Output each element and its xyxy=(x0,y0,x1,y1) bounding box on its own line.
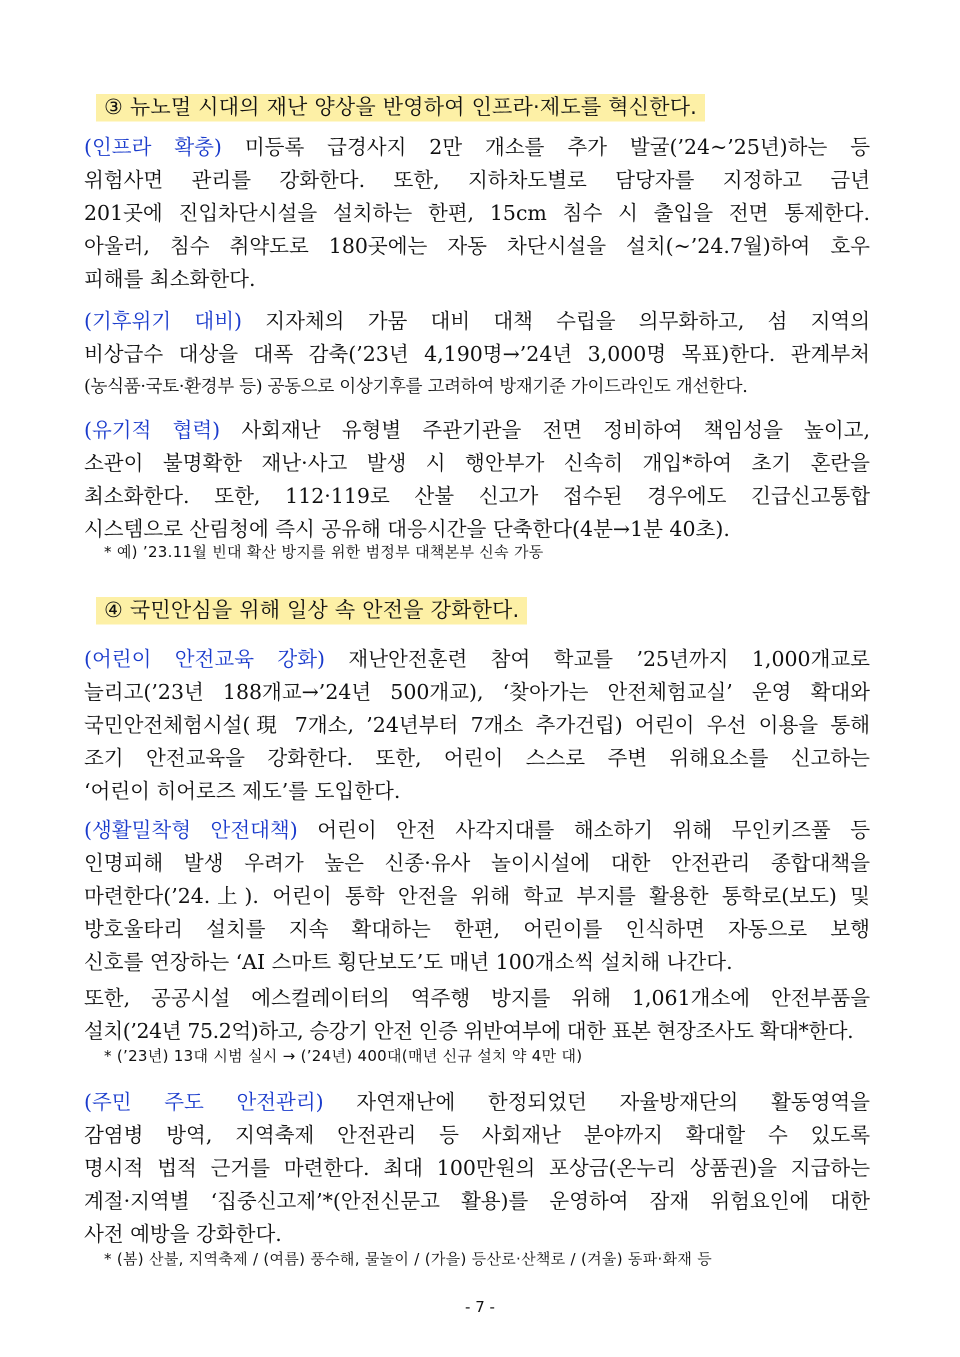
text-line: 계절·지역별 ‘집중신고제’*(안전신문고 활용)를 운영하여 잠재 위험요인에 대한 xyxy=(84,1189,870,1213)
text-line: 자연재난에 한정되었던 자율방재단의 활동영역을 xyxy=(323,1090,870,1114)
paragraph-cooperation xyxy=(84,414,870,546)
text-line: 시스템으로 산림청에 즉시 공유해 대응시간을 단축한다(4분→1분 40초). xyxy=(84,517,730,541)
text-line: (농식품·국토·환경부 등) 공동으로 이상기후를 고려하여 방재기준 가이드라인도 개선한다. xyxy=(84,377,748,397)
keyword-child-education: (어린이 안전교육 강화) xyxy=(84,647,326,671)
text-line: 늘리고(’23년 188개교→’24년 500개교), ‘찾아가는 안전체험교실’ 운영 확대와 xyxy=(84,680,870,704)
text-line: 201곳에 진입차단시설을 설치하는 한편, 15cm 침수 시 출입을 전면 통제한다. xyxy=(84,201,870,225)
text-line: 명시적 법적 근거를 마련한다. 최대 100만원의 포상금(온누리 상품권)을 지급하는 xyxy=(84,1156,870,1180)
text-line: 최소화한다. 또한, 112·119로 산불 신고가 접수된 경우에도 긴급신고통합 xyxy=(84,484,870,508)
page-number: - 7 - xyxy=(465,1298,495,1316)
text-line: 설치(’24년 75.2억)하고, 승강기 안전 인증 위반여부에 대한 표본 현장조사도 확대*한다. xyxy=(84,1019,854,1043)
keyword-climate: (기후위기 대비) xyxy=(84,309,243,333)
footnote-3: * (봄) 산불, 지역축제 / (여름) 풍수해, 물놀이 / (가을) 등산로·산책로 / (겨울) 동파·화재 등 xyxy=(104,1250,713,1268)
text-line: 재난안전훈련 참여 학교를 ’25년까지 1,000개교로 xyxy=(325,647,870,671)
text-line: 지자체의 가뭄 대비 대책 수립을 의무화하고, 섬 지역의 xyxy=(242,309,870,333)
text-line: 미등록 급경사지 2만 개소를 추가 발굴(’24~’25년)하는 등 xyxy=(221,135,871,159)
paragraph-escalator xyxy=(84,982,870,1048)
text-line: 조기 안전교육을 강화한다. 또한, 어린이 스스로 주변 위해요소를 신고하는 xyxy=(84,746,870,770)
paragraph-infrastructure xyxy=(84,131,870,296)
text-line: 소관이 불명확한 재난·사고 발생 시 행안부가 신속히 개입*하여 초기 혼란을 xyxy=(84,451,870,475)
paragraph-resident-safety xyxy=(84,1086,870,1251)
text-line: 사회재난 유형별 주관기관을 전면 정비하여 책임성을 높이고, xyxy=(220,418,870,442)
text-line: 또한, 공공시설 에스컬레이터의 역주행 방지를 위해 1,061개소에 안전부품을 xyxy=(84,986,870,1010)
text-line: 비상급수 대상을 대폭 감축(’23년 4,190명→’24년 3,000명 목표)한다. 관계부처 xyxy=(84,342,870,366)
keyword-infrastructure: (인프라 확충) xyxy=(84,135,222,159)
paragraph-climate xyxy=(84,305,870,404)
text-line: ‘어린이 히어로즈 제도’를 도입한다. xyxy=(84,779,401,803)
text-line: 방호울타리 설치를 지속 확대하는 한편, 어린이를 인식하면 자동으로 보행 xyxy=(84,917,870,941)
text-line: 국민안전체험시설(現 7개소, ’24년부터 7개소 추가건립) 어린이 우선 이용을 통해 xyxy=(84,713,870,737)
text-line: 아울러, 침수 취약도로 180곳에는 자동 차단시설을 설치(~’24.7월)하여 호우 xyxy=(84,234,870,258)
text-line: 피해를 최소화한다. xyxy=(84,267,256,291)
paragraph-child-education xyxy=(84,643,870,808)
text-line: 마련한다(’24.上). 어린이 통학 안전을 위해 학교 부지를 활용한 통학로(보도) 및 xyxy=(84,884,870,908)
keyword-resident-safety: (주민 주도 안전관리) xyxy=(84,1090,324,1114)
section-3-heading: ③ 뉴노멀 시대의 재난 양상을 반영하여 인프라·제도를 혁신한다. xyxy=(96,90,705,124)
section-4-heading: ④ 국민안심을 위해 일상 속 안전을 강화한다. xyxy=(96,593,527,627)
text-line: 인명피해 발생 우려가 높은 신종·유사 놀이시설에 대한 안전관리 종합대책을 xyxy=(84,851,870,875)
text-line: 신호를 연장하는 ‘AI 스마트 횡단보도’도 매년 100개소씩 설치해 나간다. xyxy=(84,950,733,974)
text-line: 사전 예방을 강화한다. xyxy=(84,1222,282,1246)
paragraph-daily-safety xyxy=(84,814,870,979)
footnote-1: * 예) ’23.11월 빈대 확산 방지를 위한 범정부 대책본부 신속 가동 xyxy=(104,543,544,561)
keyword-cooperation: (유기적 협력) xyxy=(84,418,221,442)
keyword-daily-safety: (생활밀착형 안전대책) xyxy=(84,818,298,842)
text-line: 어린이 안전 사각지대를 해소하기 위해 무인키즈풀 등 xyxy=(297,818,871,842)
text-line: 위험사면 관리를 강화한다. 또한, 지하차도별로 담당자를 지정하고 금년 xyxy=(84,168,870,192)
footnote-2: * (’23년) 13대 시범 실시 → (’24년) 400대(매년 신규 설치 약 4만 대) xyxy=(104,1047,583,1065)
text-line: 감염병 방역, 지역축제 안전관리 등 사회재난 분야까지 확대할 수 있도록 xyxy=(84,1123,870,1147)
